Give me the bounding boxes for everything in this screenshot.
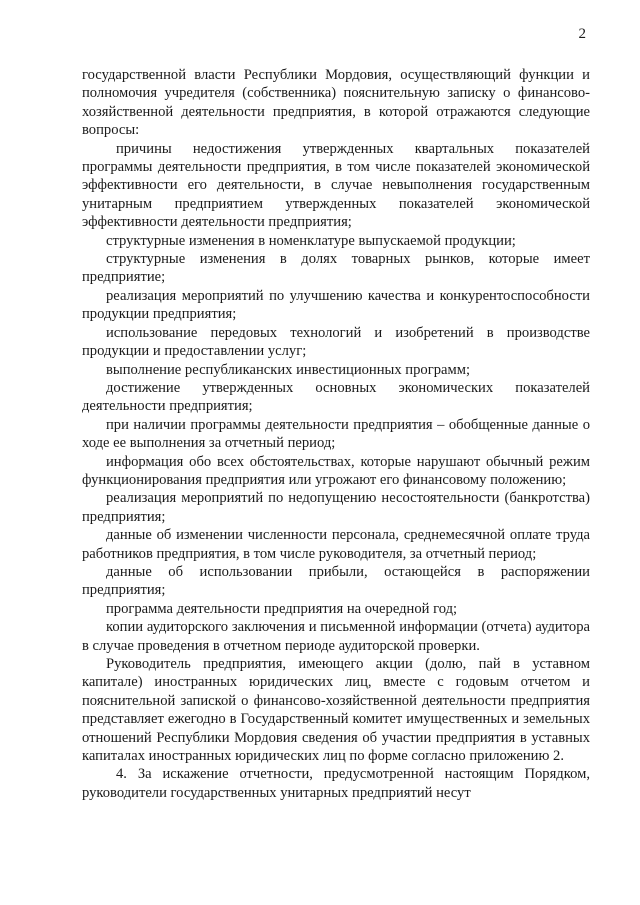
list-item-circumstances: информация обо всех обстоятельствах, которые нарушают обычный режим функционирования предприятия или угрожают его финансовому положению; — [82, 453, 590, 488]
list-item-audit: копии аудиторского заключения и письменной информации (отчета) аудитора в случае проведения в отчетном периоде аудиторской проверки. — [82, 619, 590, 654]
paragraph-foreign-shares: Руководитель предприятия, имеющего акции (долю, пай в уставном капитале) иностранных юридических лиц, вместе с годовым отчетом и пояснительной запиской о финансово-хозяйственной деятельности предприятия представляет ежегодно в Государственный комитет имущественных и земельных отношений Республики Мордовия сведения об участии предприятия в уставных капиталах иностранных юридических лиц по форме согласно приложению 2. — [82, 656, 590, 765]
list-item-program-progress: при наличии программы деятельности предприятия – обобщенные данные о ходе ее выполнения за отчетный период; — [82, 416, 590, 452]
list-item-indicators: достижение утвержденных основных экономических показателей деятельности предприятия; — [82, 379, 590, 415]
paragraph-section-4: 4. За искажение отчетности, предусмотренной настоящим Порядком, руководители государственных унитарных предприятий несут — [82, 766, 590, 801]
list-item-investment: выполнение республиканских инвестиционных программ; — [106, 361, 470, 378]
list-item-market-shares: структурные изменения в долях товарных рынков, которые имеет предприятие; — [82, 251, 590, 286]
page-number: 2 — [578, 26, 586, 42]
document-body — [82, 66, 590, 802]
list-item-personnel: данные об изменении численности персонала, среднемесячной оплате труда работников предприятия, в том числе руководителя, за отчетный период; — [82, 527, 590, 562]
list-item-insolvency: реализация мероприятий по недопущению несостоятельности (банкротства) предприятия; — [82, 490, 590, 525]
paragraph-intro: государственной власти Республики Мордовия, осуществляющий функции и полномочия учредителя (собственника) пояснительную записку о финансово-хозяйственной деятельности предприятия, в которой отражаются следующие вопросы: — [82, 67, 590, 139]
list-item-technologies: использование передовых технологий и изобретений в производстве продукции и предоставлении услуг; — [82, 324, 590, 360]
list-item-profit: данные об использовании прибыли, остающейся в распоряжении предприятия; — [82, 563, 590, 599]
list-item-nomenclature: структурные изменения в номенклатуре выпускаемой продукции; — [106, 232, 516, 249]
list-item-quality: реализация мероприятий по улучшению качества и конкурентоспособности продукции предприятия; — [82, 287, 590, 323]
list-item-next-year-program: программа деятельности предприятия на очередной год; — [106, 600, 458, 617]
list-item-reasons: причины недостижения утвержденных квартальных показателей программы деятельности предприятия, в том числе показателей экономической эффективности его деятельности, в случае невыполнения государственным унитарным предприятием утвержденных показателей экономической эффективности деятельности предприятия; — [82, 140, 590, 231]
